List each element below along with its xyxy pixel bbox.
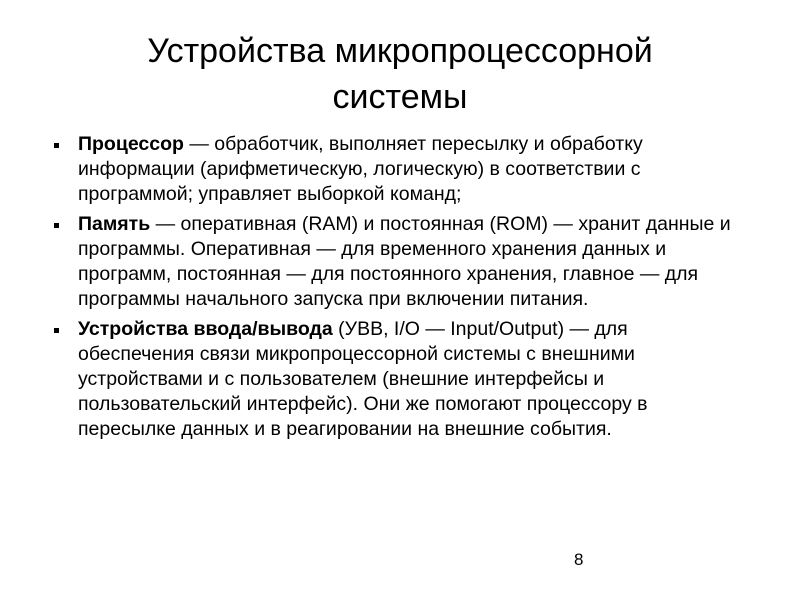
slide-title bbox=[40, 28, 760, 120]
square-bullet-icon bbox=[54, 328, 59, 333]
bullet-item-io-devices bbox=[40, 317, 740, 442]
bullet-item-memory bbox=[40, 212, 740, 312]
slide-title-line-2: системы bbox=[332, 78, 468, 116]
bullet-text: — оперативная (RAM) и постоянная (ROM) — хранит данные и программы. Оперативная — для временного хранения данных и программ, постоянная — для постоянного хранения, главное — для программы начального запуска при включении питания. bbox=[78, 213, 731, 310]
square-bullet-icon bbox=[54, 223, 59, 228]
bullet-list bbox=[40, 132, 740, 447]
bullet-text: (УВВ, I/O — Input/Output) — для обеспечения связи микропроцессорной системы с внешними устройствами и с пользователем (внешние интерфейсы и пользовательский интерфейс). Они же помогают процессору в пересылке данных и в реагировании на внешние события. bbox=[78, 318, 648, 440]
bullet-item-processor bbox=[40, 132, 740, 207]
page-number: 8 bbox=[574, 550, 584, 569]
bullet-term: Устройства ввода/вывода bbox=[78, 318, 333, 340]
slide-title-line-1: Устройства микропроцессорной bbox=[147, 32, 653, 70]
bullet-term: Процессор bbox=[78, 133, 184, 155]
bullet-text: — обработчик, выполняет пересылку и обработку информации (арифметическую, логическую) в соответствии с программой; управляет выборкой команд; bbox=[78, 133, 643, 205]
square-bullet-icon bbox=[54, 143, 59, 148]
bullet-term: Память bbox=[78, 213, 151, 235]
